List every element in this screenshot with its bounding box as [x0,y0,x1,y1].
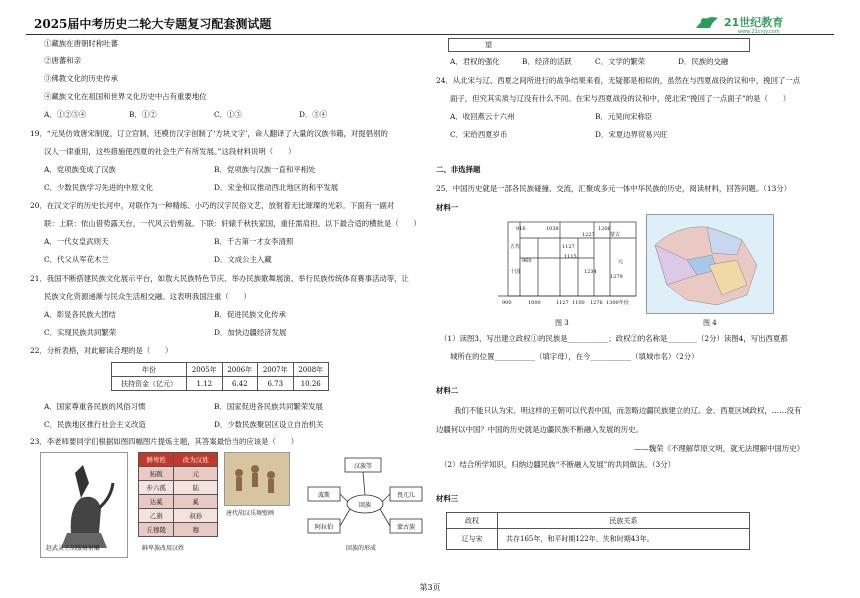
surname-3-old: 乙旃 [139,509,174,523]
q18-option-1: ①藏族在唐朝时称吐蕃 [44,39,118,48]
material-2-text-1: 我们不能只认为宋、明这样的王朝可以代表中国，而忽略边疆民族建立的辽、金、西夏区域政权，……没有 [454,406,802,415]
q22-choice-a: A．国家尊重各民族的风俗习惯 [44,402,146,411]
left-column-lower [30,400,434,450]
q22-cell-1: 1.12 [187,377,223,391]
q22-choice-c: C．民族地区推行社会主义改造 [44,420,146,429]
surname-2-old: 达奚 [139,495,174,509]
q22-cell-4: 10.26 [293,377,329,391]
caption-mural: 唐代胡汉乐舞壁画 [226,510,275,517]
surname-head-1: 改为汉姓 [174,453,218,467]
diagram-center-label: 回族 [358,502,372,509]
subq2: （2）结合所学知识，归纳边疆民族“不断融入发展”的共同做法。（3分） [440,460,675,469]
q23-choice-b: B．经济的活跃 [522,57,572,66]
surname-1-old: 步六孤 [139,481,174,495]
q21-choice-b: B．促进民族文化传承 [214,310,286,319]
q18-option-3: ③佛教文化的历史传承 [44,74,118,83]
header-rule [26,34,834,35]
q21-line-1: 21．我国不断搭建民族文化展示平台，如敖大民族特色节庆、举办民族歌舞展演、举行民族传统体育赛事活动等，让 [30,274,409,283]
diagram-label-4: 蒙古族 [396,524,416,531]
fig4-caption: 图 4 [703,319,717,327]
fig3-bot-0: 900 [502,300,512,306]
top-table-fragment [448,38,750,52]
surname-3-new: 叔孙 [174,509,218,523]
q20-choice-b: B．千古第一才女李清照 [214,237,294,246]
fig3-num-0: 1115 [564,254,577,260]
q18-choice-d: D．③④ [299,110,328,119]
surname-2-new: 奚 [174,495,218,509]
q23-stem: 23．李老师要同学们根据如图四幅图片提炼主题，其答案最恰当的应该是（ ） [30,437,299,446]
fig3-mid-2: 蒙古 [610,232,621,238]
q19-choice-d: D．宋金和议推动西北地区的和平发展 [214,183,339,192]
caption-hui: 回族的形成 [346,545,377,552]
material-2-label: 材料二 [436,386,459,395]
figure-3-timeline [498,218,640,310]
q23-choice-c: C．文学的繁荣 [595,57,645,66]
figure-4-map [646,214,774,314]
q19-choice-b: B．党项族与汉族一直和平相处 [214,165,316,174]
page-header-title: 2025届中考历史二轮大专题复习配套测试题 [34,17,272,31]
right-column [436,57,840,238]
surname-table [138,452,218,537]
surname-head-0: 鲜卑姓 [139,453,174,467]
material-1-label: 材料一 [436,203,459,212]
fig3-mid-1: 1227 [582,232,595,238]
fig3-bot-1: 1000 [528,300,541,306]
fig3-num-2: 960 [522,258,532,264]
q21-choice-c: C．实现民族共同繁荣 [44,328,117,337]
q22-cell-2: 6.42 [222,377,258,391]
q22-row-label: 扶持资金（亿元） [112,377,187,391]
q22-head-3: 2007年 [258,363,294,377]
surname-4-old: 丘穆陵 [139,523,174,537]
q24-choice-a: A．收回燕云十六州 [450,112,515,121]
q19-choice-a: A．党项族变成了汉族 [44,165,116,174]
logo [692,12,832,34]
material-3-table [446,512,750,550]
q19-choice-c: C．少数民族学习先进的中原文化 [44,183,154,192]
q22-cell-3: 6.73 [258,377,294,391]
q20-choice-a: A．一代女皇武则天 [44,237,109,246]
q22-choice-d: D．少数民族聚居区设立自治机关 [214,420,324,429]
q21-choice-a: A．彰显各民族大团结 [44,310,116,319]
q23-choice-d: D．民族的交融 [678,57,729,66]
surname-1-new: 陆 [174,481,218,495]
q20-choice-c: C．代父从军花木兰 [44,255,109,264]
q20-line-2: 联：上联：依山借势露天台，一代风云恰剪裁。下联：轩辕千秋扶家国，重任需肩担。以下最合适的横批是（ ） [44,219,421,228]
m3-cell-0: 辽与宋 [447,529,498,550]
diagram-label-2: 畏兀儿 [396,492,416,499]
fig3-bot-3: 1276 [590,300,603,306]
q18-choice-a: A．①②③④ [44,110,87,119]
q19-line-2: 汉人一律重用，这些措施使西夏的社会生产有所发展。”这段材料说明（ ） [44,147,296,156]
q21-choice-d: D．加快边疆经济发展 [214,328,287,337]
subq1-line-1: （1）读图3，写出建立政权①的民族是___________；政权②的名称是________（2分）读图4，写出西夏都 [440,334,788,343]
fig3-mid-0: 1127 [562,244,575,250]
page-number: 第3页 [419,583,441,592]
fig3-year-1100: 1100 [572,300,585,306]
logo-sub: www.21cnjy.com [738,29,780,34]
q18-option-4: ④藏族文化在祖国和世界文化历史中占有重要地位 [44,92,207,101]
fig3-top-1: 1038 [546,226,559,232]
q25-stem: 25．中国历史就是一部各民族碰撞、交流，汇聚成多元一体中华民族的历史，阅读材料，回答问题。（13分） [436,184,792,193]
q22-table [111,362,329,391]
q20-choice-d: D．文成公主入藏 [214,255,272,264]
caption-surname: 鲜卑族改用汉姓 [142,545,185,552]
q22-head-0: 年份 [112,363,187,377]
fig3-bot-2: 1127 [556,300,569,306]
q24-line-1: 24．从北宋与辽、西夏之间所进行的战争结果来看，无疑都是相似的，虽然在与西夏战役的议和中，挽回了一点 [436,76,801,85]
q24-choice-c: C．宋给西夏岁币 [450,130,508,139]
material-2-source: ——魏荣《不理解草原文明，就无法理解中国历史》 [634,444,804,453]
subq1-line-2: 城所在的位置___________（填字母），在今___________（填城市名）（2分） [450,352,699,361]
hui-diagram [300,452,430,552]
q19-line-1: 19．“元昊仿效唐宋制度，订立官制，还模仿汉字创制了‘方块文字’，命人翻译了大量的汉族书籍，对提倡别的 [30,129,388,138]
q18-choice-c: C．①③ [214,110,242,119]
q22-head-2: 2006年 [222,363,258,377]
fig3-left-1: 十国 [510,269,521,275]
fig3-unit: 1300年份 [606,300,629,306]
q24-choice-b: B．元昊向宋称臣 [595,112,653,121]
surname-0-old: 拓跋 [139,467,174,481]
fig3-caption: 图 3 [555,319,569,327]
section-heading: 二、非选择题 [436,165,481,174]
m3-head-0: 政权 [447,513,498,529]
fig3-top-0: 916 [516,226,526,232]
diagram-label-0: 汉族等 [353,463,373,470]
m3-cell-1: 共存165年，和平时期122年，失和时期43年。 [498,529,750,550]
q20-line-1: 20．在汉文字的历史长河中，对联作为一种精练、小巧的汉字民俗文艺，放射着无比璀璨的光彩。下面有一副对 [30,201,395,210]
q22-head-1: 2005年 [187,363,223,377]
fig3-num-3: 1279 [610,274,623,280]
q18-choice-b: B．①② [129,110,157,119]
q24-line-2: 面子，但究其实质与辽没有什么不同。在宋与西夏战役的议和中，使北宋“挽回了一点面子”的是（ ） [450,94,791,103]
q18-option-2: ②唐蕃和亲 [44,56,81,65]
q21-line-2: 民族文化资源递渐与民众生活相交融。这表明我国注重（ ） [44,292,251,301]
q22-head-4: 2008年 [293,363,329,377]
material-3-label: 材料三 [436,494,459,503]
fig3-yuan: 元 [618,259,624,265]
q24-choice-d: D．宋夏边界贸易兴旺 [595,130,668,139]
fig3-left-0: 五代 [510,244,521,250]
q22-stem: 22．分析表格，对此解读合理的是（ ） [30,346,173,355]
q22-choice-b: B．国家促进各民族共同繁荣发展 [214,402,323,411]
mural-image [224,452,290,506]
caption-statue: 赵武灵王胡服骑射雕 [46,545,101,552]
logo-text: 21世纪教育 [724,16,784,29]
diagram-label-3: 阿拉伯 [314,524,334,531]
diagram-label-1: 波斯 [317,492,331,499]
material-2-text-2: 边疆何以中国？中国的历史就是边疆民族不断融入发展的历史。 [436,425,643,434]
fig3-num-1: 1234 [584,269,597,275]
surname-0-new: 元 [174,467,218,481]
fig3-top-2: 1206 [598,226,611,232]
top-cell: 望 [485,41,492,49]
q23-choice-a: A．君权的强化 [450,57,500,66]
m3-head-1: 民族关系 [498,513,750,529]
surname-4-new: 穆 [174,523,218,537]
